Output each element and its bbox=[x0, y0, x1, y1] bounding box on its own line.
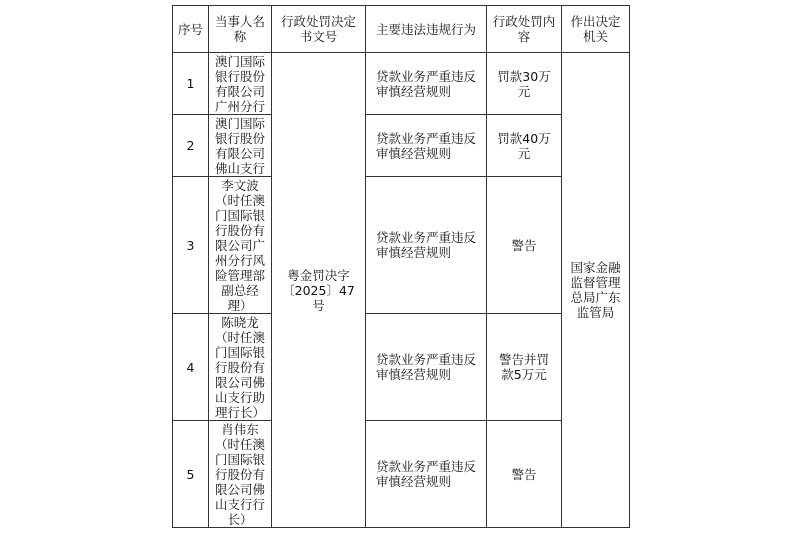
violation-cell: 贷款业务严重违反审慎经营规则 bbox=[366, 177, 487, 314]
penalty-table bbox=[172, 5, 630, 528]
party-cell: 澳门国际银行股份有限公司佛山支行 bbox=[209, 115, 272, 177]
penalty-cell: 警告并罚款5万元 bbox=[487, 314, 562, 421]
party-cell: 李文波（时任澳门国际银行股份有限公司广州分行风险管理部副总经理） bbox=[209, 177, 272, 314]
header-party: 当事人名称 bbox=[209, 6, 272, 53]
seq-cell: 5 bbox=[173, 421, 209, 528]
penalty-cell: 罚款40万元 bbox=[487, 115, 562, 177]
table-header-row bbox=[173, 6, 630, 53]
table-row bbox=[173, 53, 630, 115]
table-row bbox=[173, 177, 630, 314]
seq-cell: 2 bbox=[173, 115, 209, 177]
seq-cell: 4 bbox=[173, 314, 209, 421]
header-decision-no: 行政处罚决定书文号 bbox=[272, 6, 366, 53]
authority-cell: 国家金融监督管理总局广东监管局 bbox=[562, 53, 630, 528]
decision-no-cell: 粤金罚决字〔2025〕47号 bbox=[272, 53, 366, 528]
table-row bbox=[173, 314, 630, 421]
table-row bbox=[173, 421, 630, 528]
header-seq: 序号 bbox=[173, 6, 209, 53]
penalty-cell: 罚款30万元 bbox=[487, 53, 562, 115]
seq-cell: 1 bbox=[173, 53, 209, 115]
violation-cell: 贷款业务严重违反审慎经营规则 bbox=[366, 421, 487, 528]
party-cell: 肖伟东（时任澳门国际银行股份有限公司佛山支行行长） bbox=[209, 421, 272, 528]
party-cell: 澳门国际银行股份有限公司广州分行 bbox=[209, 53, 272, 115]
header-authority: 作出决定机关 bbox=[562, 6, 630, 53]
penalty-cell: 警告 bbox=[487, 177, 562, 314]
violation-cell: 贷款业务严重违反审慎经营规则 bbox=[366, 115, 487, 177]
table-row bbox=[173, 115, 630, 177]
header-penalty: 行政处罚内容 bbox=[487, 6, 562, 53]
party-cell: 陈晓龙（时任澳门国际银行股份有限公司佛山支行助理行长） bbox=[209, 314, 272, 421]
violation-cell: 贷款业务严重违反审慎经营规则 bbox=[366, 314, 487, 421]
violation-cell: 贷款业务严重违反审慎经营规则 bbox=[366, 53, 487, 115]
penalty-cell: 警告 bbox=[487, 421, 562, 528]
seq-cell: 3 bbox=[173, 177, 209, 314]
header-violation: 主要违法违规行为 bbox=[366, 6, 487, 53]
